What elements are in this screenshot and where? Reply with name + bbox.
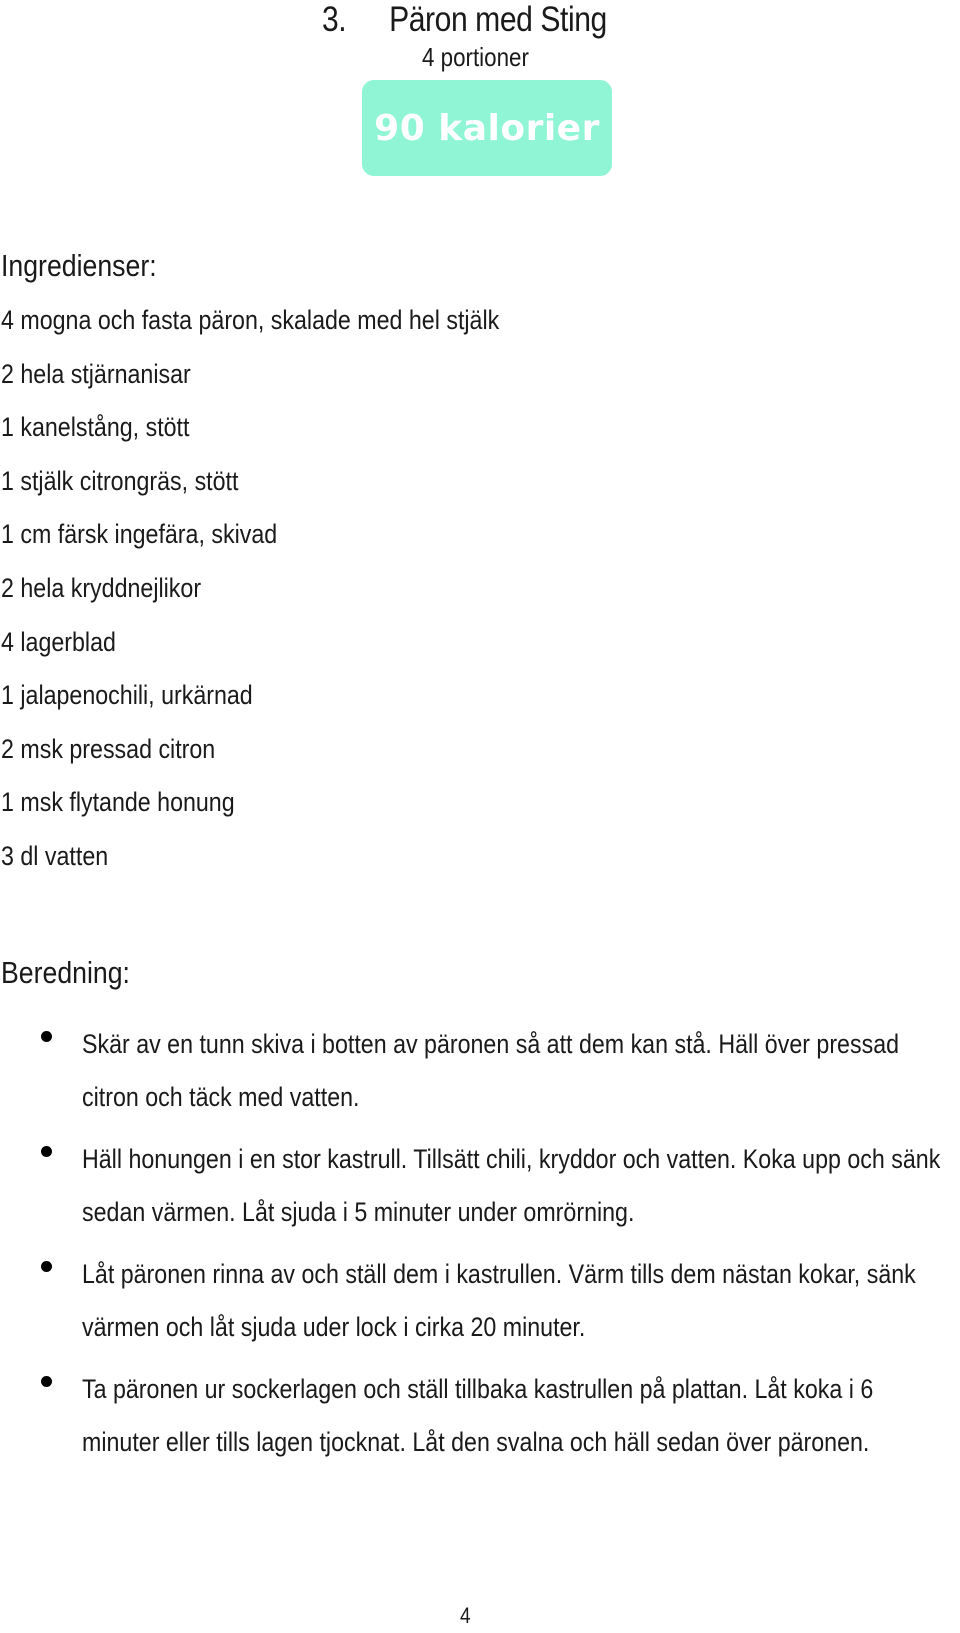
method-step [0,1363,960,1469]
method-heading: Beredning: [1,955,130,990]
servings-label: 4 portioner [422,42,529,72]
recipe-number: 3. [322,0,347,39]
ingredient-item: 1 stjälk citrongräs, stött [1,465,239,496]
ingredient-item: 4 mogna och fasta päron, skalade med hel stjälk [1,305,500,335]
recipe-name: Päron med Sting [389,0,607,39]
bullet-icon [41,1146,52,1157]
method-step-text: Ta päronen ur sockerlagen och ställ tillbaka kastrullen på plattan. Låt koka i 6 minuter eller tills lagen tjocknat. Låt den svalna och häll sedan över päronen. [82,1374,874,1457]
ingredients-heading: Ingredienser: [1,248,157,283]
bullet-icon [41,1376,52,1387]
method-step [0,1018,960,1124]
method-step [0,1133,960,1239]
calorie-badge: 90 kalorier [362,80,612,176]
recipe-title [322,0,607,40]
ingredient-item: 3 dl vatten [1,840,109,871]
ingredient-item: 2 hela stjärnanisar [1,358,191,389]
ingredient-item: 1 jalapenochili, urkärnad [1,680,253,711]
method-step-text: Skär av en tunn skiva i botten av päronen så att dem kan stå. Häll över pressad citron och täck med vatten. [82,1029,900,1112]
method-step-text: Låt päronen rinna av och ställ dem i kastrullen. Värm tills dem nästan kokar, sänk värmen och låt sjuda uder lock i cirka 20 minuter. [82,1259,916,1342]
ingredient-item: 1 cm färsk ingefära, skivad [1,519,278,550]
ingredient-item: 4 lagerblad [1,626,116,657]
step-list [0,1018,960,1478]
bullet-icon [41,1261,52,1272]
ingredient-list [1,305,580,895]
bullet-icon [41,1031,52,1042]
ingredient-item: 2 msk pressad citron [1,733,216,764]
ingredient-item: 1 kanelstång, stött [1,412,190,443]
ingredient-item: 2 hela kryddnejlikor [1,572,202,603]
method-step [0,1248,960,1354]
page-number: 4 [460,1603,471,1628]
method-step-text: Häll honungen i en stor kastrull. Tillsätt chili, kryddor och vatten. Koka upp och sänk sedan värmen. Låt sjuda i 5 minuter under omrörning. [82,1144,941,1227]
ingredient-item: 1 msk flytande honung [1,787,235,818]
